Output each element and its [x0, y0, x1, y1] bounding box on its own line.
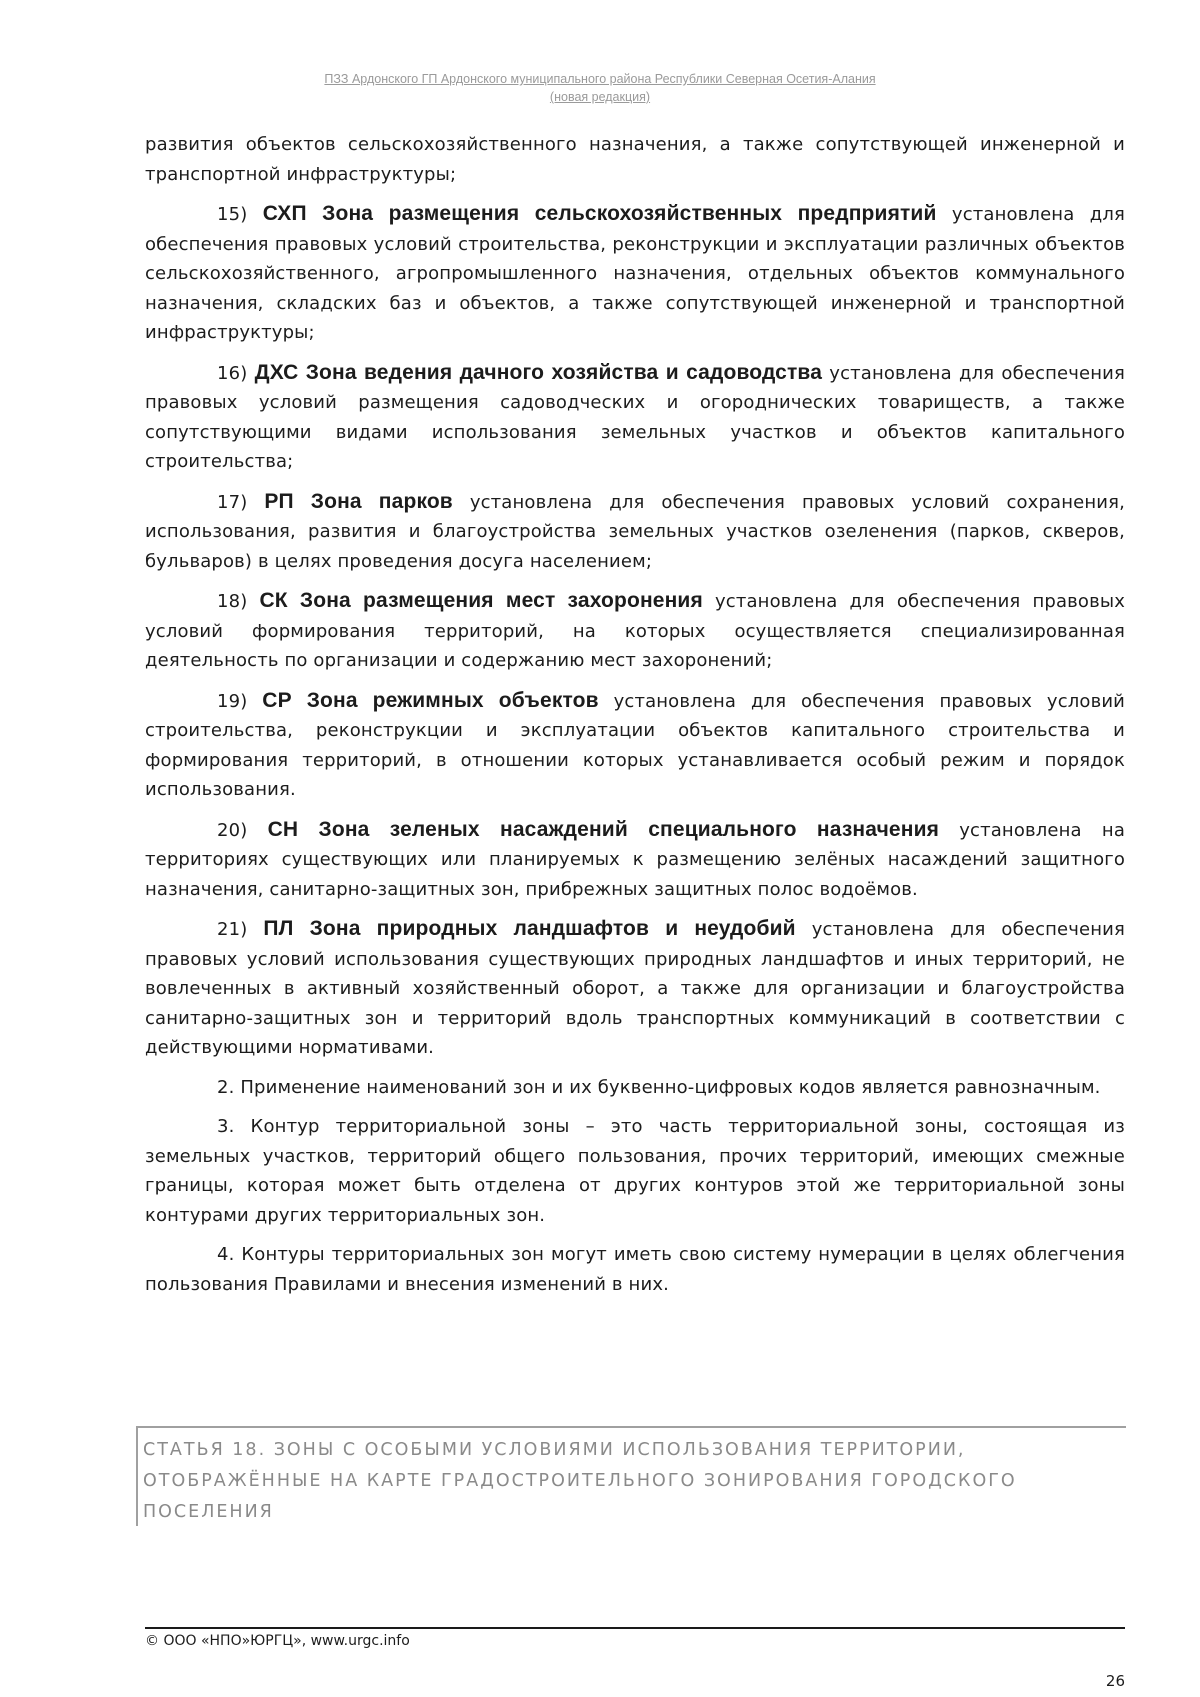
- clause-3: [145, 1112, 1125, 1230]
- zone-name: ДХС Зона ведения дачного хозяйства и садоводства: [254, 360, 823, 384]
- paragraph-text: установлена на территориях существующих или планируемых к размещению зелёных насаждений защитного назначения, санитарно-защитных зон, прибрежных защитных полос водоёмов.: [145, 819, 1126, 900]
- item-number: 21): [217, 919, 248, 940]
- zone-name: СХП Зона размещения сельскохозяйственных предприятий: [262, 202, 937, 225]
- zone-item-15: [145, 199, 1125, 348]
- paragraph-text: 3. Контур территориальной зоны – это часть территориальной зоны, состоящая из земельных участков, территорий общего пользования, прочих территорий, имеющих смежные границы, которая может быть отделена от других контуров этой же территориальной зоны контурами других территориальных зон.: [145, 1116, 1125, 1226]
- zone-item-21: [145, 914, 1125, 1063]
- header-title: ПЗЗ Ардонского ГП Ардонского муниципального района Республики Северная Осетия-Алания: [324, 72, 876, 86]
- paragraph-text: установлена для обеспечения правовых условий формирования территорий, на которых осуществляется специализированная деятельность по организации и содержанию мест захоронений;: [145, 591, 1125, 671]
- footer-copyright: © ООО «НПО»ЮРГЦ», www.urgc.info: [145, 1633, 410, 1649]
- zone-item-16: [145, 358, 1125, 477]
- zone-name: СР Зона режимных объектов: [262, 688, 599, 712]
- article-left-rule: [136, 1426, 138, 1526]
- paragraph-text: 4. Контуры территориальных зон могут иметь свою систему нумерации в целях облегчения пользования Правилами и внесения изменений в них.: [145, 1244, 1125, 1295]
- item-number: 15): [217, 204, 248, 225]
- paragraph-text: 2. Применение наименований зон и их буквенно-цифровых кодов является равнозначным.: [217, 1076, 1101, 1098]
- page-number: 26: [1105, 1672, 1125, 1690]
- zone-name: СН Зона зеленых насаждений специального назначения: [267, 817, 940, 841]
- article-heading-block: [136, 1426, 1126, 1526]
- paragraph-text: установлена для обеспечения правовых условий размещения садоводческих и огороднических товариществ, а также сопутствующими видами использования земельных участков и объектов капитального строительства;: [145, 362, 1126, 472]
- zone-item-19: [145, 686, 1125, 805]
- clause-4: [145, 1240, 1125, 1299]
- footer-divider: [145, 1627, 1125, 1629]
- zone-name: СК Зона размещения мест захоронения: [259, 589, 703, 612]
- item-number: 18): [217, 591, 248, 612]
- item-number: 16): [217, 362, 248, 384]
- header-subtitle: (новая редакция): [549, 90, 651, 104]
- document-body: [145, 130, 1125, 1309]
- paragraph-continuation: [145, 130, 1125, 189]
- zone-item-20: [145, 815, 1125, 905]
- article-title: СТАТЬЯ 18. ЗОНЫ С ОСОБЫМИ УСЛОВИЯМИ ИСПОЛЬЗОВАНИЯ ТЕРРИТОРИИ, ОТОБРАЖЁННЫЕ НА КАРТЕ ГРАДОСТРОИТЕЛЬНОГО ЗОНИРОВАНИЯ ГОРОДСКОГО ПОСЕЛЕНИЯ: [143, 1440, 1017, 1522]
- zone-name: ПЛ Зона природных ландшафтов и неудобий: [263, 917, 796, 940]
- zone-item-17: [145, 487, 1125, 577]
- paragraph-text: установлена для обеспечения правовых условий сохранения, использования, развития и благоустройства земельных участков озеленения (парков, скверов, бульваров) в целях проведения досуга населением;: [145, 491, 1125, 572]
- paragraph-text: развития объектов сельскохозяйственного назначения, а также сопутствующей инженерной и транспортной инфраструктуры;: [145, 134, 1125, 185]
- item-number: 19): [217, 690, 248, 712]
- clause-2: [145, 1073, 1125, 1103]
- paragraph-text: установлена для обеспечения правовых условий использования существующих природных ландшафтов и иных территорий, не вовлеченных в активный хозяйственный оборот, а также для организации и благоустройства санитарно-защитных зон и территорий вдоль транспортных коммуникаций в соответствии с действующими нормативами.: [145, 919, 1126, 1058]
- paragraph-text: установлена для обеспечения правовых условий строительства, реконструкции и эксплуатации различных объектов сельскохозяйственного, агропромышленного назначения, отдельных объектов коммунального назначения, складских баз и объектов, а также сопутствующей инженерной и транспортной инфраструктуры;: [145, 204, 1126, 343]
- zone-name: РП Зона парков: [264, 489, 453, 513]
- zone-item-18: [145, 586, 1125, 676]
- paragraph-text: установлена для обеспечения правовых условий строительства, реконструкции и эксплуатации объектов капитального строительства и формирования территорий, в отношении которых устанавливается особый режим и порядок использования.: [145, 690, 1126, 800]
- item-number: 20): [217, 819, 248, 841]
- page-header: [0, 70, 1200, 106]
- article-top-rule: [136, 1426, 1126, 1428]
- item-number: 17): [217, 491, 248, 513]
